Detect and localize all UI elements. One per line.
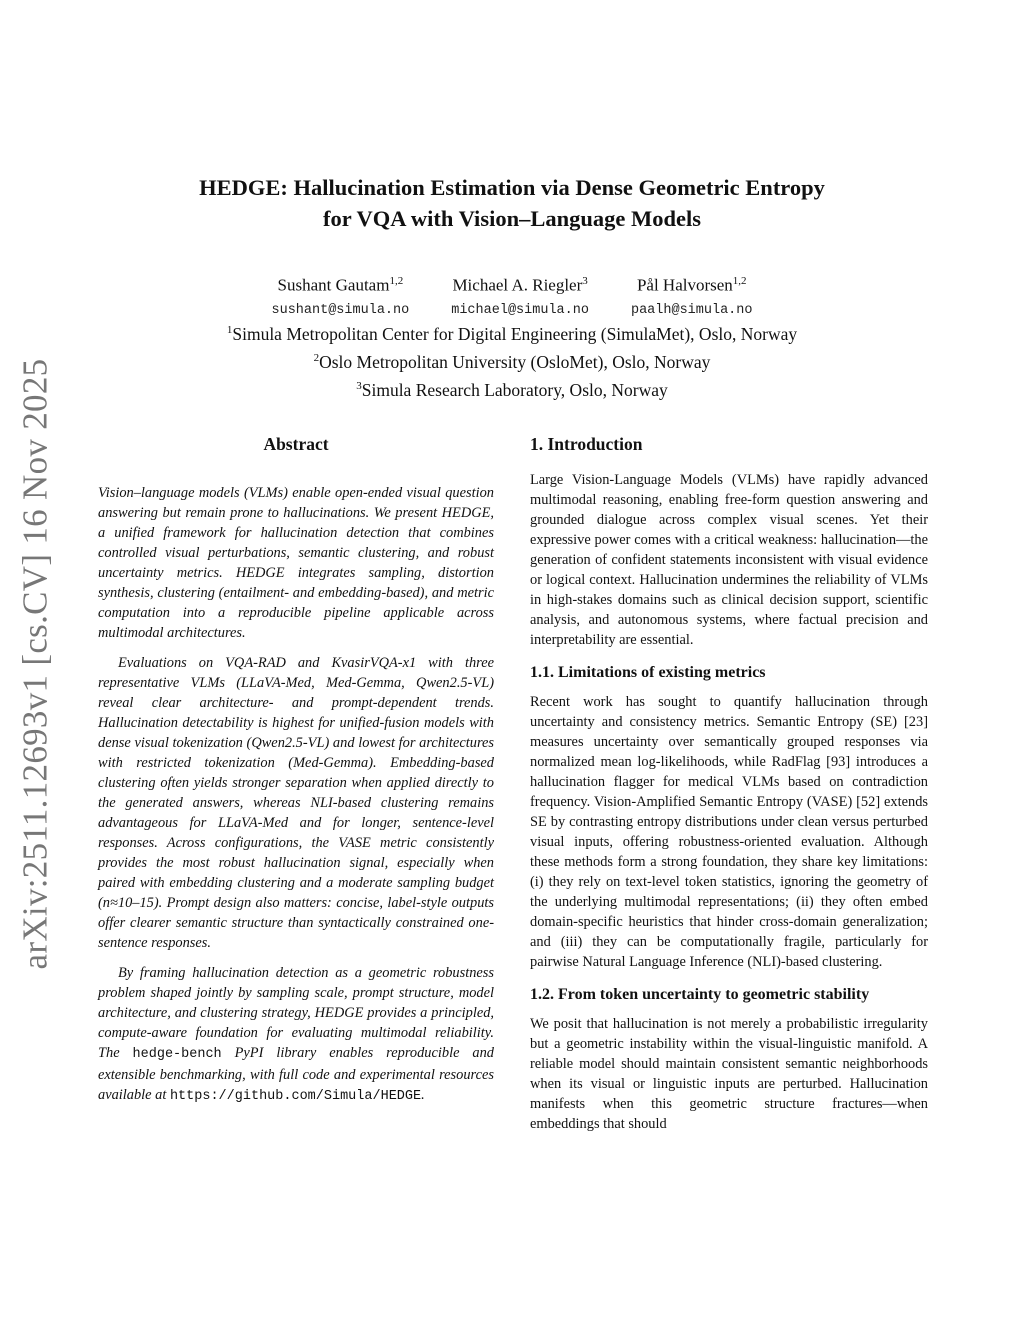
abstract-p3-text-c: . [421,1087,425,1103]
author-name: Sushant Gautam [277,275,390,295]
abstract-heading: Abstract [263,434,329,454]
geometric-stability-paragraph: We posit that hallucination is not merely a probabilistic irregularity but a geometric instability within the visual-linguistic manifold. A reliable model should maintain consistent semantic neighborhoods when its visual or linguistic inputs are perturbed. Hallucination manifests when this geometric structure fractures—when embeddings that should [530,1016,928,1132]
abstract-paragraph-2: Evaluations on VQA-RAD and KvasirVQA-x1 with three representative VLMs (LLaVA-Med, Med-Gemma, Qwen2.5-VL) reveal clear architecture- and prompt-dependent trends. Hallucination detectability is highest for unified-fusion models with dense visual tokenization (Qwen2.5-VL) and lowest for architectures with restricted tokenization (Med-Gemma). Embedding-based clustering often yields stronger separation when applied directly to the generated answers, whereas NLI-based clustering remains advantageous for LLaVA-Med and for longer, sentence-level responses. Across configurations, the VASE metric consistently provides the most robust hallucination signal, especially when paired with embedding clustering and a moderate sampling budget (n≈10–15). Prompt design also matters: concise, label-style outputs offer clearer semantic structure than syntactically constrained one-sentence responses. [98,655,494,951]
author-1 [272,270,410,318]
abstract-p3-text-b: PyPI library enables reproducible and extensible benchmarking, with full code and experimental resources available at [98,1045,494,1103]
author-email[interactable]: paalh@simula.no [630,302,753,318]
author-affiliation-mark: 1,2 [732,275,747,287]
abstract-paragraph-1: Vision–language models (VLMs) enable open-ended visual question answering but remain prone to hallucinations. We present HEDGE, a unified framework for hallucination detection that combines controlled visual perturbations, semantic clustering, and robust uncertainty metrics. HEDGE integrates sampling, distortion synthesis, clustering (entailment- and embedding-based), and metric computation into a reproducible pipeline applicable across multimodal architectures. [98,485,494,641]
paper-title [150,172,874,234]
affiliation-mark: 2 [313,351,320,364]
affiliation-list [150,318,874,401]
affiliation-2 [150,346,874,374]
author-name: Pål Halvorsen [636,275,733,295]
arxiv-identifier [12,358,58,970]
author-affiliation-mark: 3 [582,275,588,287]
introduction-paragraph: Large Vision-Language Models (VLMs) have rapidly advanced multimodal reasoning, enabling free-form question answering and grounded dialogue across complex visual scenes. Yet their expressive power comes with a critical weakness: hallucination—the generation of confident statements inconsistent with visual evidence or logical context. Hallucination undermines the reliability of VLMs in high-stakes domains such as clinical decision support, scientific analysis, and autonomous systems, where factual precision and interpretability are essential. [530,472,928,648]
affiliation-text: Simula Research Laboratory, Oslo, Norway [361,379,668,400]
author-email[interactable]: michael@simula.no [451,302,589,318]
affiliation-mark: 3 [356,379,362,392]
title-line-1: HEDGE: Hallucination Estimation via Dense Geometric Entropy [199,175,825,200]
affiliation-text: Oslo Metropolitan University (OsloMet), Oslo, Norway [319,351,711,372]
affiliation-3 [150,374,874,402]
author-email[interactable]: sushant@simula.no [271,302,410,318]
author-affiliation-mark: 1,2 [389,275,404,287]
section-heading-introduction: 1. Introduction [530,434,643,454]
author-2 [451,270,589,318]
affiliation-mark: 1 [226,324,233,336]
package-name: hedge-bench [132,1047,222,1062]
abstract-column [98,432,494,1117]
arxiv-id-text: arXiv:2511.12693v1 [cs.CV] 16 Nov 2025 [15,358,55,970]
abstract-paragraph-3 [98,963,494,1107]
author-3 [631,270,753,318]
affiliation-text: Simula Metropolitan Center for Digital Engineering (SimulaMet), Oslo, Norway [232,323,798,344]
introduction-column [530,432,928,1134]
affiliation-1 [150,318,874,346]
repository-link[interactable]: https://github.com/Simula/HEDGE [169,1089,422,1104]
subsection-heading-geometric-stability: 1.2. From token uncertainty to geometric stability [530,986,870,1003]
author-list [200,270,824,318]
abstract-p3-text-a: By framing hallucination detection as a geometric robustness problem shaped jointly by sampling scale, prompt structure, model architecture, and clustering strategy, HEDGE provides a principled, compute-aware foundation for evaluating multimodal reliability. The [98,965,494,1061]
title-line-2: for VQA with Vision–Language Models [323,206,701,231]
author-name: Michael A. Riegler [452,275,583,295]
subsection-heading-limitations: 1.1. Limitations of existing metrics [530,664,766,681]
limitations-paragraph: Recent work has sought to quantify hallucination through uncertainty and consistency metrics. Semantic Entropy (SE) [23] measures uncertainty over semantically grouped responses via normalized mean log-likelihoods, while RadFlag [93] introduces a hallucination flagger for medical VLMs based on contradiction frequency. Vision-Amplified Semantic Entropy (VASE) [52] extends SE by contrasting entropy distributions under clean versus perturbed visual inputs, offering robustness-oriented evaluation. Although these methods form a strong foundation, they share key limitations: (i) they rely on text-level token statistics, ignoring the geometry of the underlying multimodal representations; (ii) they often embed domain-specific heuristics that hinder cross-domain generalization; and (iii) they can be computationally fragile, particularly for pairwise Natural Language Inference (NLI)-based clustering. [530,694,928,970]
